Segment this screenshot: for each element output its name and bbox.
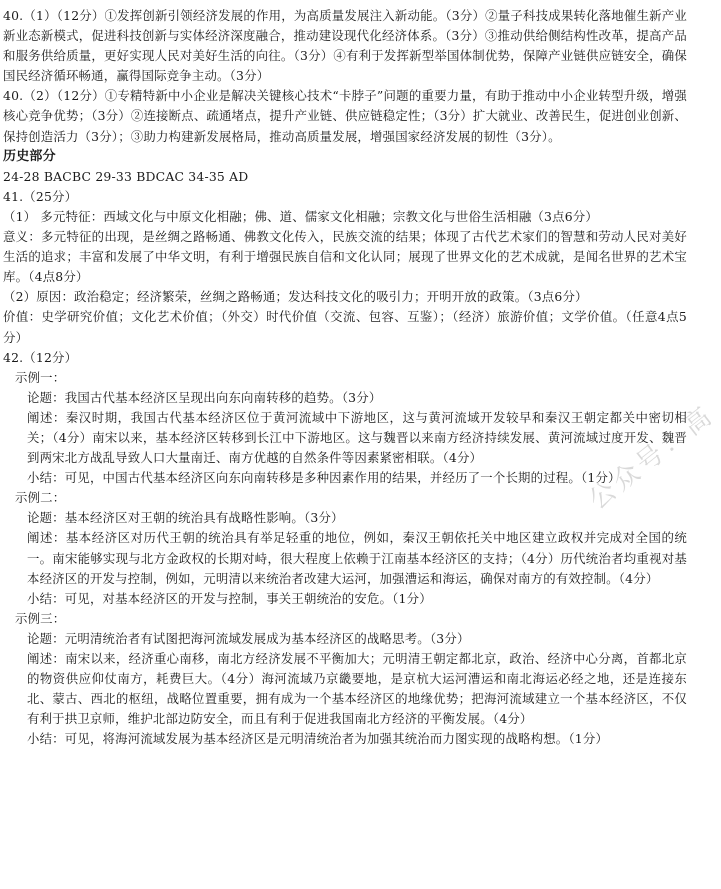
example3-label: 示例三： bbox=[15, 610, 66, 626]
history-section-title: 历史部分 bbox=[3, 148, 56, 164]
q41-part2-value: 价值：史学研究价值；文化艺术价值；（外交）时代价值（交流、包容、互鉴）；（经济）旅游价值；文学价值。（任意4点5分） bbox=[3, 309, 687, 345]
q41-heading: 41.（25分） bbox=[3, 188, 78, 204]
example2-label: 示例二： bbox=[15, 490, 66, 506]
history-choice-answers: 24-28 BACBC 29-33 BDCAC 34-35 AD bbox=[3, 168, 249, 184]
q41-part2-reasons: （2）原因：政治稳定；经济繁荣，丝绸之路畅通；发达科技文化的吸引力；开明开放的政策。（3点6分） bbox=[3, 289, 588, 305]
example1-label: 示例一： bbox=[15, 369, 66, 385]
example1-thesis: 论题：我国古代基本经济区呈现出向东向南转移的趋势。（3分） bbox=[27, 389, 382, 405]
example3-thesis: 论题：元明清统治者有试图把海河流域发展成为基本经济区的战略思考。（3分） bbox=[27, 630, 470, 646]
example2-thesis: 论题：基本经济区对王朝的统治具有战略性影响。（3分） bbox=[27, 510, 344, 526]
q41-part1-features: （1） 多元特征：西域文化与中原文化相融；佛、道、儒家文化相融；宗教文化与世俗生活相融（3点6分） bbox=[3, 208, 598, 224]
answer-key-page bbox=[3, 6, 687, 749]
watermark: 公众号：高 bbox=[583, 399, 721, 516]
politics-q40-part2: 40.（2）（12分）①专精特新中小企业是解决关键核心技术“卡脖子”问题的重要力量，有助于推动中小企业转型升级，增强核心竞争优势；（3分）②连接断点、疏通堵点，提升产业链、供应链稳定性；（3分）扩大就业、改善民生，促进创业创新、保持创造活力（3分）；③助力构建新发展格局，推动高质量发展，增强国家经济发展的韧性（3分）。 bbox=[3, 88, 687, 144]
example3-summary: 小结：可见，将海河流域发展为基本经济区是元明清统治者为加强其统治而力图实现的战略构想。（1分） bbox=[27, 731, 609, 747]
politics-q40-part1: 40.（1）（12分）①发挥创新引领经济发展的作用，为高质量发展注入新动能。（3分）②量子科技成果转化落地催生新产业新业态新模式，促进科技创新与实体经济深度融合，推动建设现代化经济体系。（3分）③推动供给侧结构性改革，提高产品和服务供给质量，更好实现人民对美好生活的向往。（3分）④有利于发挥新型举国体制优势，保障产业链供应链安全，确保国民经济循环畅通，赢得国际竞争主动。（3分） bbox=[3, 8, 687, 84]
example1-argument: 阐述：秦汉时期，我国古代基本经济区位于黄河流域中下游地区，这与黄河流域开发较早和秦汉王朝定都关中密切相关；（4分）南宋以来，基本经济区转移到长江中下游地区。这与魏晋以来南方经济持续发展、黄河流域过度开发、魏晋到两宋北方战乱导致人口大量南迁、南方优越的自然条件等因素紧密相联。（4分） bbox=[27, 409, 687, 466]
example1-summary: 小结：可见，中国古代基本经济区向东向南转移是多种因素作用的结果，并经历了一个长期的过程。（1分） bbox=[27, 470, 621, 486]
example3-argument: 阐述：南宋以来，经济重心南移，南北方经济发展不平衡加大；元明清王朝定都北京，政治、经济中心分离，首都北京的物资供应仰仗南方，耗费巨大。（4分）海河流域乃京畿要地，是京杭大运河漕运和南北海运必经之地，还是连接东北、蒙古、西北的枢纽，战略位置重要，拥有成为一个基本经济区的地缘优势；把海河流域建立一个基本经济区，不仅有利于拱卫京师，维护北部边防安全，而且有利于促进我国南北方经济的平衡发展。（4分） bbox=[27, 651, 687, 727]
q42-heading: 42.（12分） bbox=[3, 349, 78, 365]
example2-argument: 阐述：基本经济区对历代王朝的统治具有举足轻重的地位，例如，秦汉王朝依托关中地区建立政权并完成对全国的统一。南宋能够实现与北方金政权的长期对峙，很大程度上依赖于江南基本经济区的支持；（4分）历代统治者均重视对基本经济区的开发与控制，例如，元明清以来统治者改建大运河，加强漕运和海运，确保对南方的有效控制。（4分） bbox=[27, 530, 687, 586]
q41-part1-meaning: 意义：多元特征的出现，是丝绸之路畅通、佛教文化传入，民族交流的结果；体现了古代艺术家们的智慧和劳动人民对美好生活的追求；丰富和发展了中华文明，有利于增强民族自信和文化认同；展现了世界文化的艺术成就，是闻名世界的艺术宝库。（4点8分） bbox=[3, 229, 687, 285]
example2-summary: 小结：可见，对基本经济区的开发与控制，事关王朝统治的安危。（1分） bbox=[27, 590, 432, 606]
